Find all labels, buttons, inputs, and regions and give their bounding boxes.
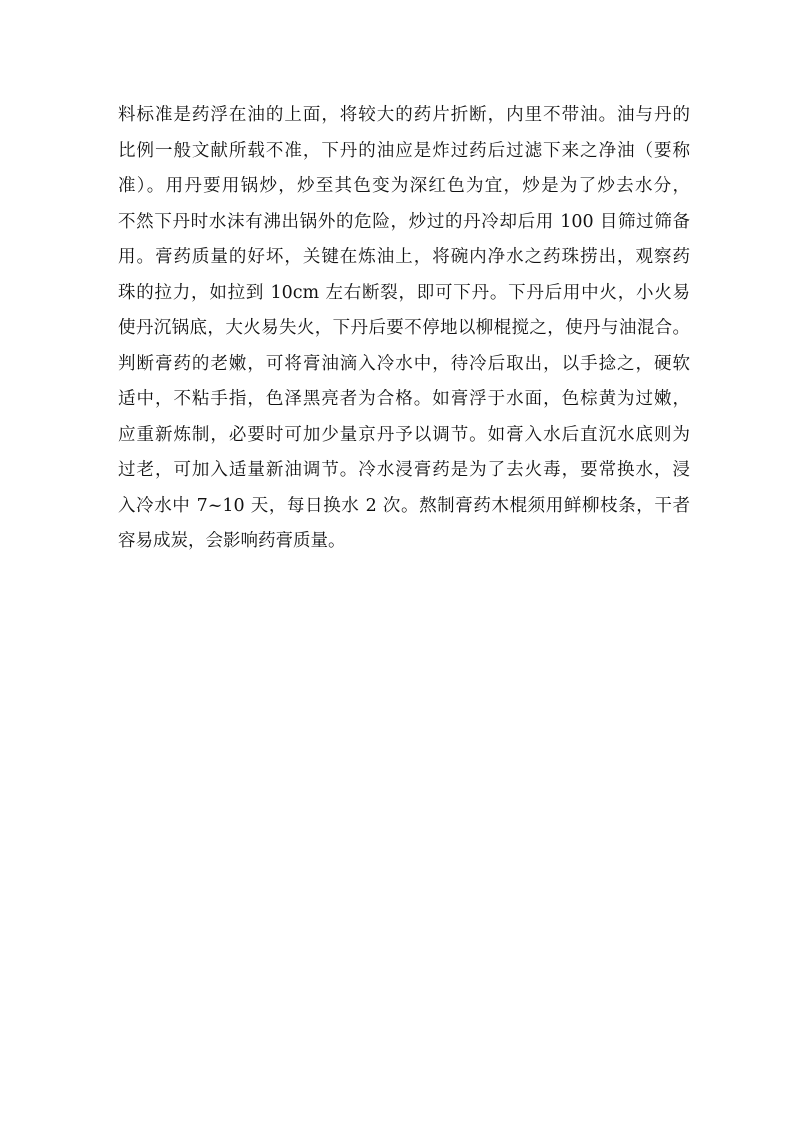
text-line: 入冷水中 7~10 天，每日换水 2 次。熬制膏药木棍须用鲜柳枝条，干者 — [118, 495, 690, 516]
text-line: 应重新炼制，必要时可加少量京丹予以调节。如膏入水后直沉水底则为 — [118, 424, 690, 445]
text-line: 料标准是药浮在油的上面，将较大的药片折断，内里不带油。油与丹的 — [118, 105, 690, 125]
body-paragraph — [118, 98, 690, 560]
text-line: 准）。用丹要用锅炒，炒至其色变为深红色为宜，炒是为了炒去水分， — [118, 176, 690, 196]
text-line: 判断膏药的老嫩，可将膏油滴入冷水中，待冷后取出，以手捻之，硬软 — [118, 353, 690, 374]
text-line: 适中，不粘手指，色泽黑亮者为合格。如膏浮于水面，色棕黄为过嫩， — [118, 389, 690, 409]
text-line: 比例一般文献所载不准，下丹的油应是炸过药后过滤下来之净油（要称 — [118, 140, 690, 161]
text-line: 容易成炭，会影响药膏质量。 — [118, 531, 346, 551]
text-line: 珠的拉力，如拉到 10cm 左右断裂，即可下丹。下丹后用中火，小火易 — [118, 282, 690, 303]
text-line: 不然下丹时水沫有沸出锅外的危险，炒过的丹冷却后用 100 目筛过筛备 — [118, 211, 690, 232]
text-line: 使丹沉锅底，大火易失火，下丹后要不停地以柳棍搅之，使丹与油混合。 — [118, 318, 690, 338]
text-line: 过老，可加入适量新油调节。冷水浸膏药是为了去火毒，要常换水，浸 — [118, 460, 690, 480]
text-line: 用。膏药质量的好坏，关键在炼油上，将碗内净水之药珠捞出，观察药 — [118, 247, 690, 267]
